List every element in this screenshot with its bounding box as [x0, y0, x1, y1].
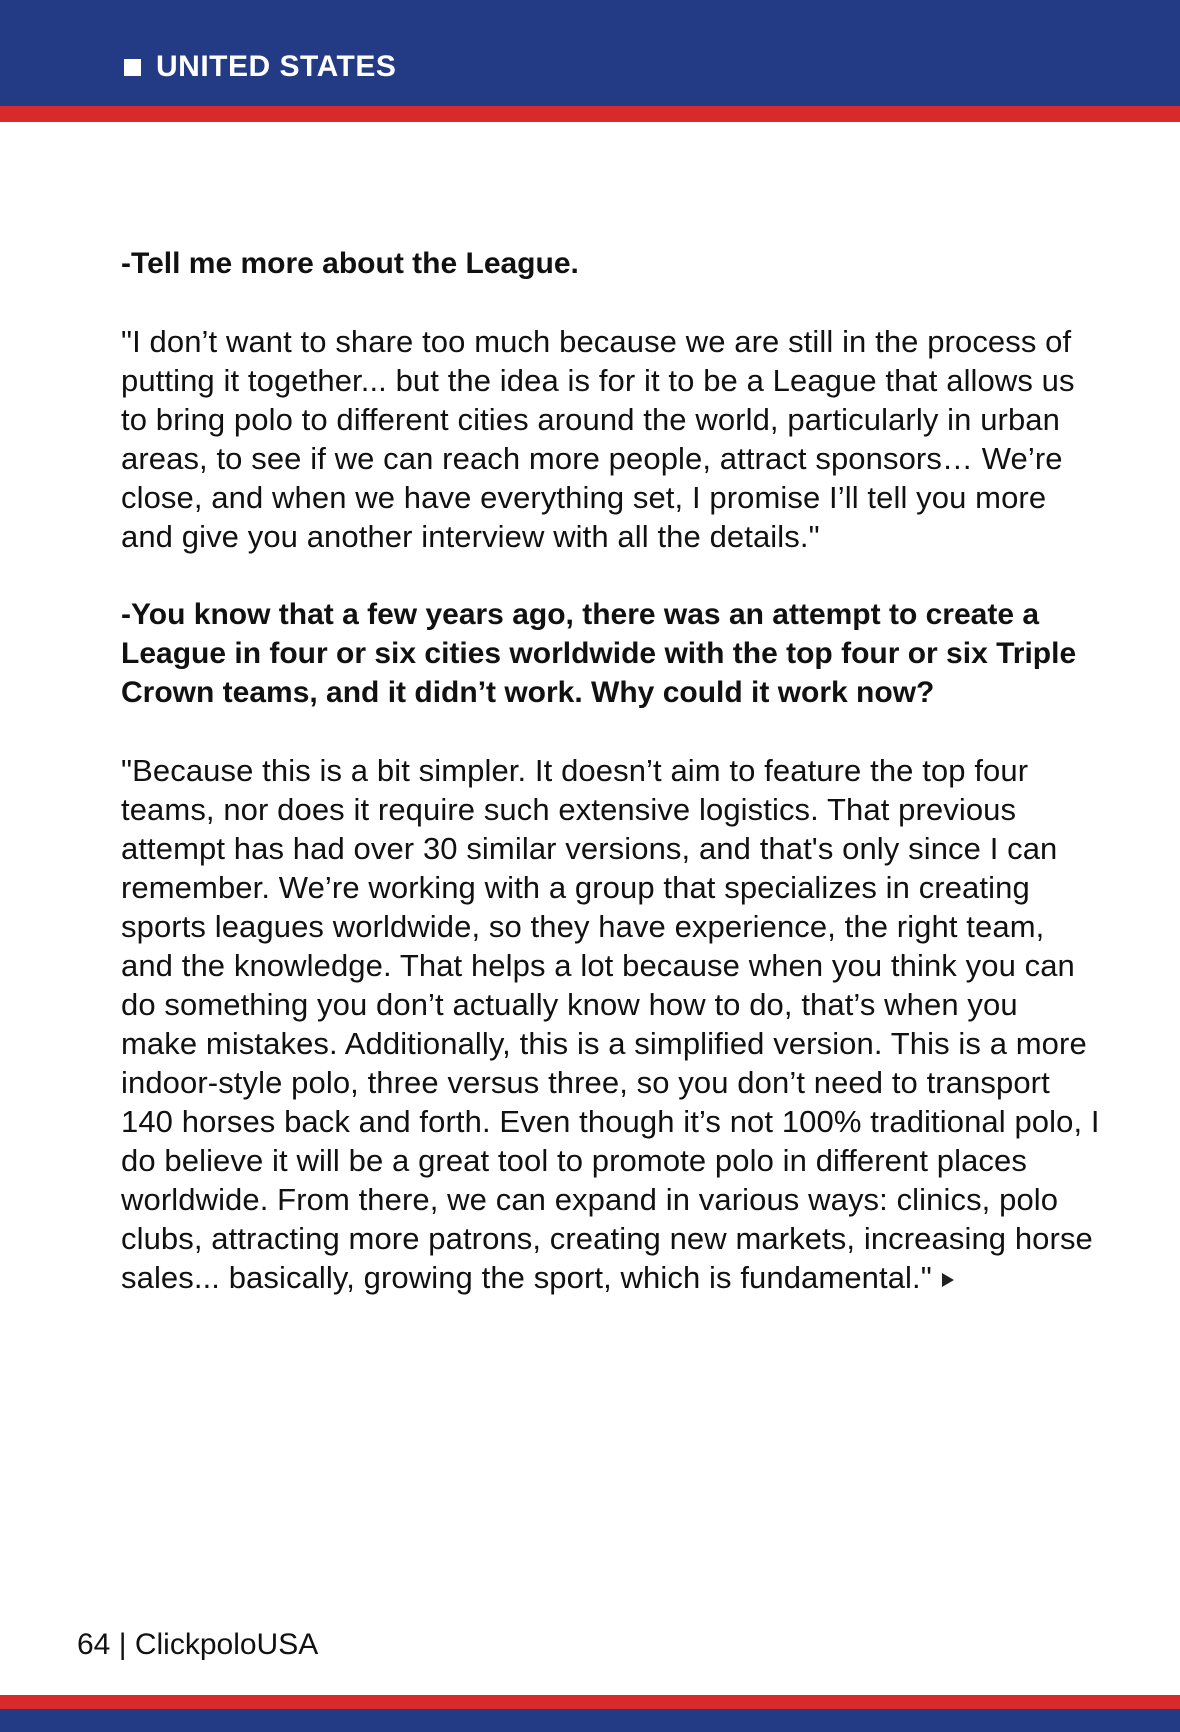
answer-2: "Because this is a bit simpler. It doesn’t aim to feature the top four teams, nor does it require such extensive logistics. That previous attempt has had over 30 similar versions, and that's only since I can remember. We’re working with a group that specializes in creating sports leagues worldwide, so they have experience, the right team, and the knowledge. That helps a lot because when you think you can do something you don’t actually know how to do, that’s when you make mistakes. Additionally, this is a simplified version. This is a more indoor-style polo, three versus three, so you don’t need to transport 140 horses back and forth. Even though it’s not 100% traditional polo, I do believe it will be a great tool to promote polo in different places worldwide. From there, we can expand in various ways: clinics, polo clubs, attracting more patrons, creating new markets, increasing horse sales... basically, growing the sport, which is fundamental."	[121, 753, 1100, 1295]
header-red-stripe	[0, 106, 1180, 122]
section-title: UNITED STATES	[156, 50, 397, 83]
footer-red-stripe	[0, 1695, 1180, 1709]
article-body	[121, 244, 1101, 1297]
question-2: -You know that a few years ago, there was an attempt to create a League in four or six cities worldwide with the top four or six Triple Crown teams, and it didn’t work. Why could it work now?	[121, 598, 1077, 709]
section-header	[124, 50, 396, 84]
page-footer: 64 | ClickpoloUSA	[77, 1628, 319, 1661]
answer-2-paragraph	[121, 751, 1101, 1297]
answer-1: "I don’t want to share too much because we are still in the process of putting it together... but the idea is for it to be a League that allows us to bring polo to different cities around the world, particularly in urban areas, to see if we can reach more people, attract sponsors… We’re close, and when we have everything set, I promise I’ll tell you more and give you another interview with all the details."	[121, 324, 1075, 554]
footer-bar	[0, 1709, 1180, 1732]
square-bullet-icon	[124, 59, 141, 76]
play-arrow-icon	[942, 1273, 954, 1287]
question-1: -Tell me more about the League.	[121, 247, 579, 280]
